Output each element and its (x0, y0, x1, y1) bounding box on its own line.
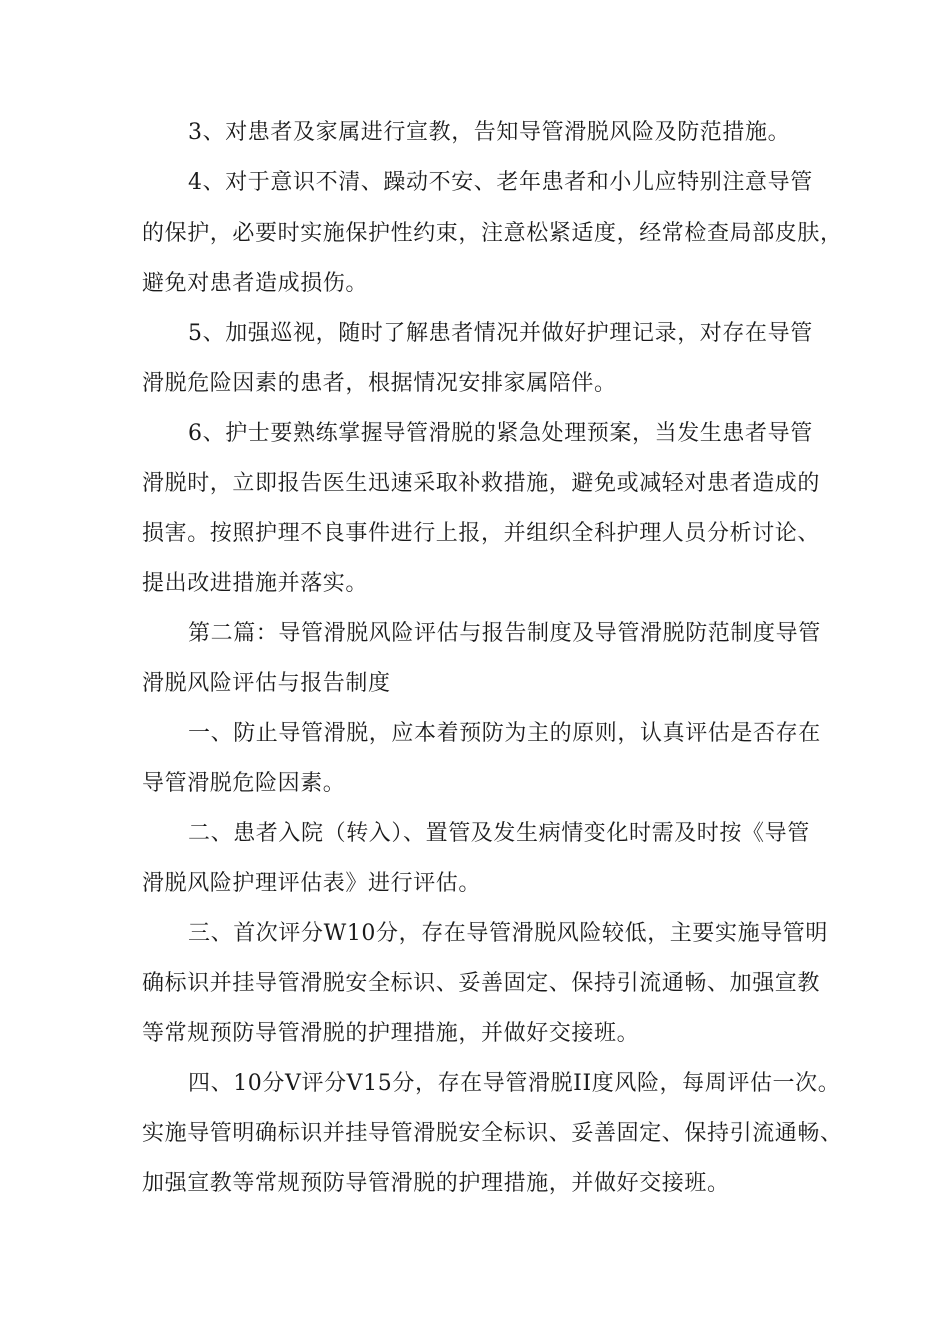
text-line: 加强宣教等常规预防导管滑脱的护理措施，并做好交接班。 (142, 1171, 730, 1196)
text-line: 二、患者入院（转入）、置管及发生病情变化时需及时按《导管 (188, 821, 810, 846)
text-line: 的保护，必要时实施保护性约束，注意松紧适度，经常检查局部皮肤， (142, 221, 843, 246)
text-line: 滑脱风险护理评估表》进行评估。 (142, 871, 482, 896)
text-line: 滑脱时，立即报告医生迅速采取补救措施，避免或减轻对患者造成的 (142, 471, 821, 496)
text-line: 一、防止导管滑脱，应本着预防为主的原则，认真评估是否存在 (188, 721, 821, 746)
section-heading: 滑脱风险评估与报告制度 (142, 671, 391, 696)
text-line: 等常规预防导管滑脱的护理措施，并做好交接班。 (142, 1021, 640, 1046)
text-line: 导管滑脱危险因素。 (142, 771, 346, 796)
text-line: 6、护士要熟练掌握导管滑脱的紧急处理预案，当发生患者导管 (188, 421, 813, 446)
text-line: 损害。按照护理不良事件进行上报，并组织全科护理人员分析讨论、 (142, 521, 821, 546)
text-line: 3、对患者及家属进行宣教，告知导管滑脱风险及防范措施。 (188, 120, 791, 145)
section-heading: 第二篇：导管滑脱风险评估与报告制度及导管滑脱防范制度导管 (188, 621, 821, 646)
text-line: 5、加强巡视，随时了解患者情况并做好护理记录，对存在导管 (188, 321, 813, 346)
text-line: 4、对于意识不清、躁动不安、老年患者和小儿应特别注意导管 (188, 170, 813, 195)
text-line: 避免对患者造成损伤。 (142, 271, 369, 296)
text-line: 实施导管明确标识并挂导管滑脱安全标识、妥善固定、保持引流通畅、 (142, 1121, 843, 1146)
text-line: 滑脱危险因素的患者，根据情况安排家属陪伴。 (142, 371, 617, 396)
text-line: 四、10分V评分V15分，存在导管滑脱II度风险，每周评估一次。 (188, 1071, 841, 1096)
text-line: 三、首次评分W10分，存在导管滑脱风险较低，主要实施导管明 (188, 921, 829, 946)
text-line: 确标识并挂导管滑脱安全标识、妥善固定、保持引流通畅、加强宣教 (142, 971, 821, 996)
text-line: 提出改进措施并落实。 (142, 571, 369, 596)
